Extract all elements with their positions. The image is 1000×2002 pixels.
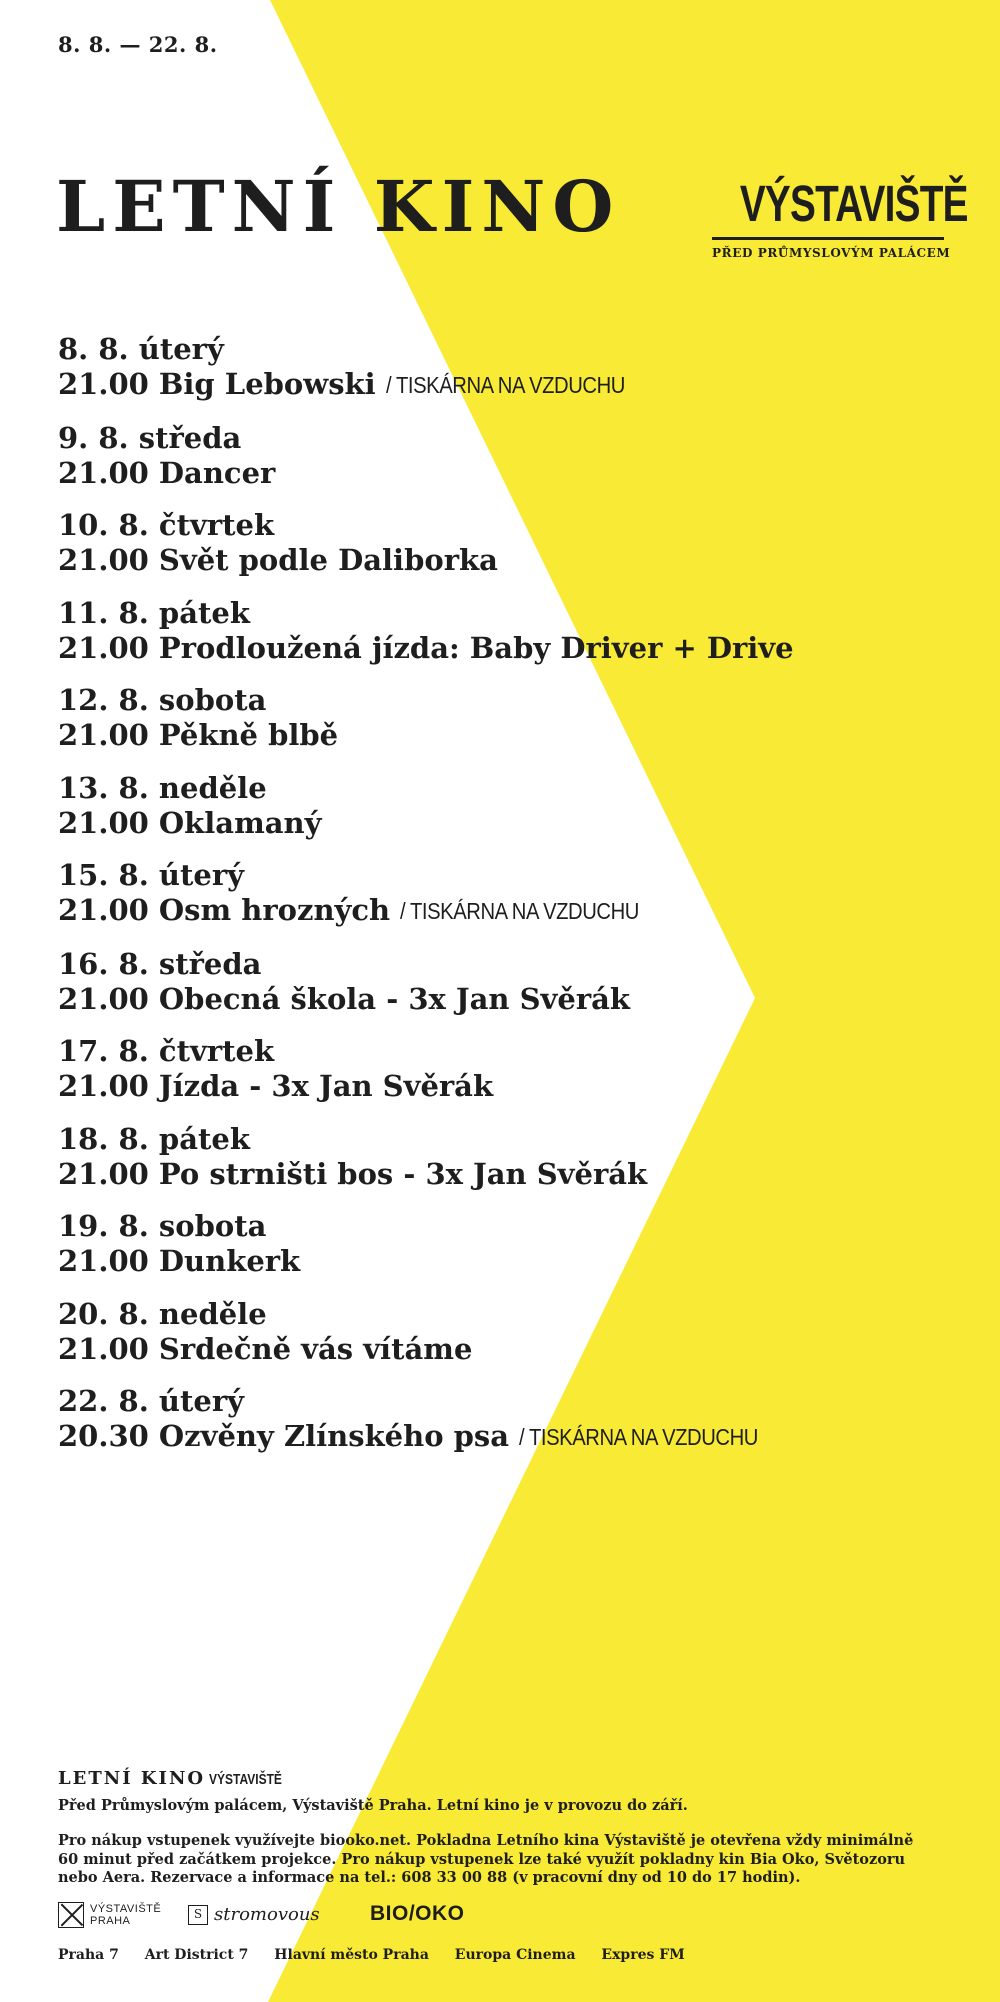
film-title: 21.00 Big Lebowski [58,367,376,401]
program-entry [58,1209,794,1279]
screening-film [58,631,794,666]
film-title: 21.00 Jízda - 3x Jan Svěrák [58,1069,494,1103]
brand-divider [712,237,944,240]
program-entry [58,1122,794,1192]
screening-day: 11. 8. pátek [58,595,250,630]
screening-film [58,367,794,403]
program-entry [58,508,794,578]
screening-day: 15. 8. úterý [58,858,244,892]
screening-day: 17. 8. čtvrtek [58,1034,275,1068]
film-title: 21.00 Obecná škola - 3x Jan Svěrák [58,981,630,1016]
screening-day: 22. 8. úterý [58,1384,244,1418]
stromovous-logo [188,1904,320,1925]
footer-info: Pro nákup vstupenek využívejte biooko.net. Pokladna Letního kina Výstaviště je otevřena vždy minimálně 60 minut před začátkem projekce. Pro nákup vstupenek lze také využít pokladny kin Bia Oko, Světozoru nebo Aera. Rezervace a informace na tel.: 608 33 00 88 (v pracovní dny od 10 do 17 hodin). [58,1832,914,1886]
screening-day: 13. 8. neděle [58,770,267,805]
program-list [58,332,794,1473]
program-entry [58,858,794,929]
film-title: 21.00 Pěkně blbě [58,718,339,752]
partner-item: Hlavní město Praha [274,1947,429,1963]
film-title: 21.00 Srdečně vás vítáme [58,1331,473,1366]
screening-film [58,1069,794,1104]
screening-day: 12. 8. sobota [58,683,267,717]
footer-brand [58,1768,300,1789]
screening-film [58,893,794,929]
brand-subtitle: PŘED PRŮMYSLOVÝM PALÁCEM [712,246,951,260]
screening-film [58,806,794,841]
partner-item: Expres FM [601,1947,685,1963]
partners-list [58,1947,706,1963]
screening-film [58,543,794,578]
vystaviste-mark-icon [58,1902,84,1928]
program-entry [58,771,794,841]
footer-brand-name: VÝSTAVIŠTĚ [209,1771,283,1788]
page-title: LETNÍ KINO [56,165,621,248]
screening-day: 8. 8. úterý [58,332,224,366]
screening-day: 20. 8. neděle [58,1296,267,1331]
partner-item: Praha 7 [58,1947,119,1963]
screening-film [58,1419,794,1455]
film-title: 21.00 Dunkerk [58,1244,301,1278]
screening-day: 19. 8. sobota [58,1209,267,1243]
brand-logo [712,175,968,260]
screening-film [58,1244,794,1279]
film-title: 21.00 Prodloužená jízda: Baby Driver + Drive [58,630,794,665]
footer-address: Před Průmyslovým palácem, Výstaviště Praha. Letní kino je v provozu do září. [58,1797,688,1814]
screening-day: 10. 8. čtvrtek [58,508,275,542]
screening-film [58,1157,794,1192]
vystaviste-logo-line1: VÝSTAVIŠTĚ [90,1903,162,1915]
film-title: 20.30 Ozvěny Zlínského psa [58,1419,510,1453]
stromovous-logo-text: stromovous [214,1904,320,1925]
program-entry [58,1297,794,1367]
partner-item: Europa Cinema [454,1947,576,1963]
film-title: 21.00 Svět podle Daliborka [58,543,498,577]
vystaviste-logo-line2: PRAHA [90,1915,131,1927]
screening-film [58,718,794,753]
vystaviste-praha-logo [58,1902,161,1928]
program-entry [58,1384,794,1455]
film-title: 21.00 Osm hrozných [58,893,391,927]
program-entry [58,332,794,403]
program-entry [58,947,794,1017]
brand-name: VÝSTAVIŠTĚ [739,175,968,232]
stromovous-mark-icon: S [188,1905,208,1925]
program-entry [58,596,794,666]
film-title: 21.00 Oklamaný [58,805,322,840]
screening-day: 16. 8. středa [58,946,262,981]
biooko-logo: BIO/OKO [370,1902,465,1925]
organizer-tag: / TISKÁRNA NA VZDUCHU [400,898,640,924]
partner-item: Art District 7 [144,1947,249,1963]
screening-film [58,456,794,491]
footer-brand-title: LETNÍ KINO [58,1768,206,1789]
film-title: 21.00 Dancer [58,455,276,490]
organizer-tag: / TISKÁRNA NA VZDUCHU [519,1424,758,1450]
program-entry [58,683,794,753]
program-entry [58,421,794,491]
screening-day: 18. 8. pátek [58,1121,250,1156]
screening-day: 9. 8. středa [58,420,242,455]
date-range: 8. 8. — 22. 8. [58,32,218,57]
screening-film [58,1332,794,1367]
sponsor-logos [58,1902,658,1930]
organizer-tag: / TISKÁRNA NA VZDUCHU [385,372,625,398]
program-entry [58,1034,794,1104]
screening-film [58,982,794,1017]
film-title: 21.00 Po strništi bos - 3x Jan Svěrák [58,1156,648,1191]
